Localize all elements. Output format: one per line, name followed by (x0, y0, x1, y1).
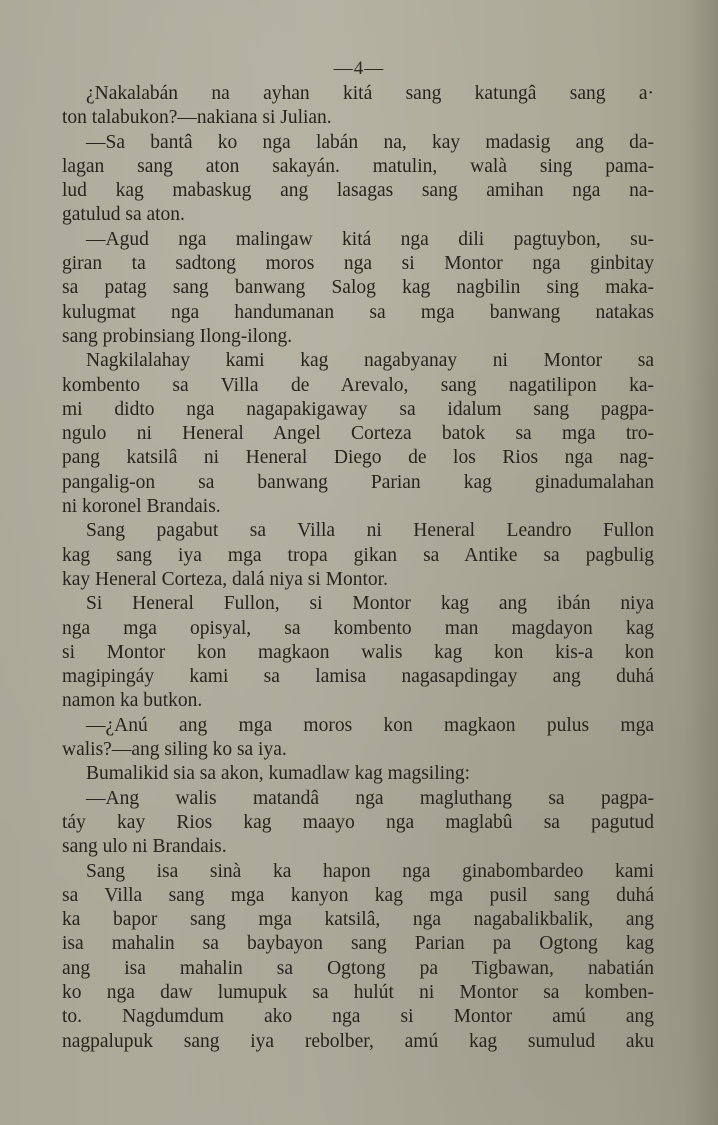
text-line: ang isa mahalin sa Ogtong pa Tigbawan, nabatián (62, 957, 654, 979)
text-line: nga mga opisyal, sa kombento man magdayon kag (62, 617, 654, 639)
text-line: kulugmat nga handumanan sa mga banwang natakas (62, 301, 654, 323)
text-line: kay Heneral Corteza, dalá niya si Montor. (62, 568, 388, 590)
text-line: namon ka butkon. (62, 690, 203, 712)
text-line: mi didto nga nagapakigaway sa idalum sang pagpa- (62, 398, 654, 420)
page-text (62, 82, 654, 1054)
text-line: —Agud nga malingaw kitá nga dili pagtuybon, su- (86, 228, 654, 250)
text-line: kombento sa Villa de Arevalo, sang nagatilipon ka- (62, 374, 654, 396)
text-line: lagan sang aton sakayán. matulin, walà sing pama- (62, 155, 654, 177)
text-line: nagpalupuk sang iya rebolber, amú kag sumulud aku (62, 1030, 654, 1052)
text-line: magipingáy kami sa lamisa nagasapdingay ang duhá (62, 666, 654, 688)
text-line: si Montor kon magkaon walis kag kon kis-a kon (62, 641, 654, 663)
text-line: Bumalikid sia sa akon, kumadlaw kag magsiling: (86, 763, 470, 785)
text-line: ¿Nakalabán na ayhan kitá sang katungâ sang a· (86, 83, 654, 104)
text-line: Sang isa sinà ka hapon nga ginabombardeo kami (86, 860, 654, 882)
text-line: gatulud sa aton. (62, 204, 185, 226)
text-line: sang ulo ni Brandais. (62, 836, 227, 858)
text-line: to. Nagdumdum ako nga si Montor amú ang (62, 1006, 654, 1028)
text-line: sa Villa sang mga kanyon kag mga pusil sang duhá (62, 884, 654, 906)
text-line: sang probinsiang Ilong-ilong. (62, 325, 293, 347)
text-line: —Sa bantâ ko nga labán na, kay madasig ang da- (86, 131, 654, 153)
text-line: ka bapor sang mga katsilâ, nga nagabalikbalik, ang (62, 909, 654, 931)
text-line: pang katsilâ ni Heneral Diego de los Rios nga nag- (62, 447, 654, 469)
text-line: táy kay Rios kag maayo nga maglabû sa pagutud (62, 811, 654, 833)
text-line: ko nga daw lumupuk sa hulút ni Montor sa komben- (62, 981, 654, 1003)
text-line: —¿Anú ang mga moros kon magkaon pulus mga (86, 714, 654, 736)
text-line: lud kag mabaskug ang lasagas sang amihan nga na- (62, 180, 654, 202)
text-line: pangalig-on sa banwang Parian kag ginadumalahan (62, 471, 654, 493)
text-line: sa patag sang banwang Salog kag nagbilin sing maka- (62, 277, 654, 299)
text-line: Sang pagabut sa Villa ni Heneral Leandro Fullon (86, 520, 654, 542)
text-line: ngulo ni Heneral Angel Corteza batok sa mga tro- (62, 423, 654, 445)
text-line: —Ang walis matandâ nga magluthang sa pagpa- (86, 787, 654, 809)
text-line: kag sang iya mga tropa gikan sa Antike sa pagbulig (62, 544, 654, 566)
text-line: Si Heneral Fullon, si Montor kag ang ibán niya (86, 593, 654, 615)
text-line: walis?—ang siling ko sa iya. (62, 739, 287, 761)
text-line: isa mahalin sa baybayon sang Parian pa Ogtong kag (62, 933, 654, 955)
text-line: ni koronel Brandais. (62, 496, 221, 518)
text-line: giran ta sadtong moros nga si Montor nga ginbitay (62, 253, 654, 275)
text-line: ton talabukon?—nakiana si Julian. (62, 107, 332, 129)
page-number: —4— (333, 58, 385, 79)
text-line: Nagkilalahay kami kag nagabyanay ni Montor sa (86, 350, 654, 372)
